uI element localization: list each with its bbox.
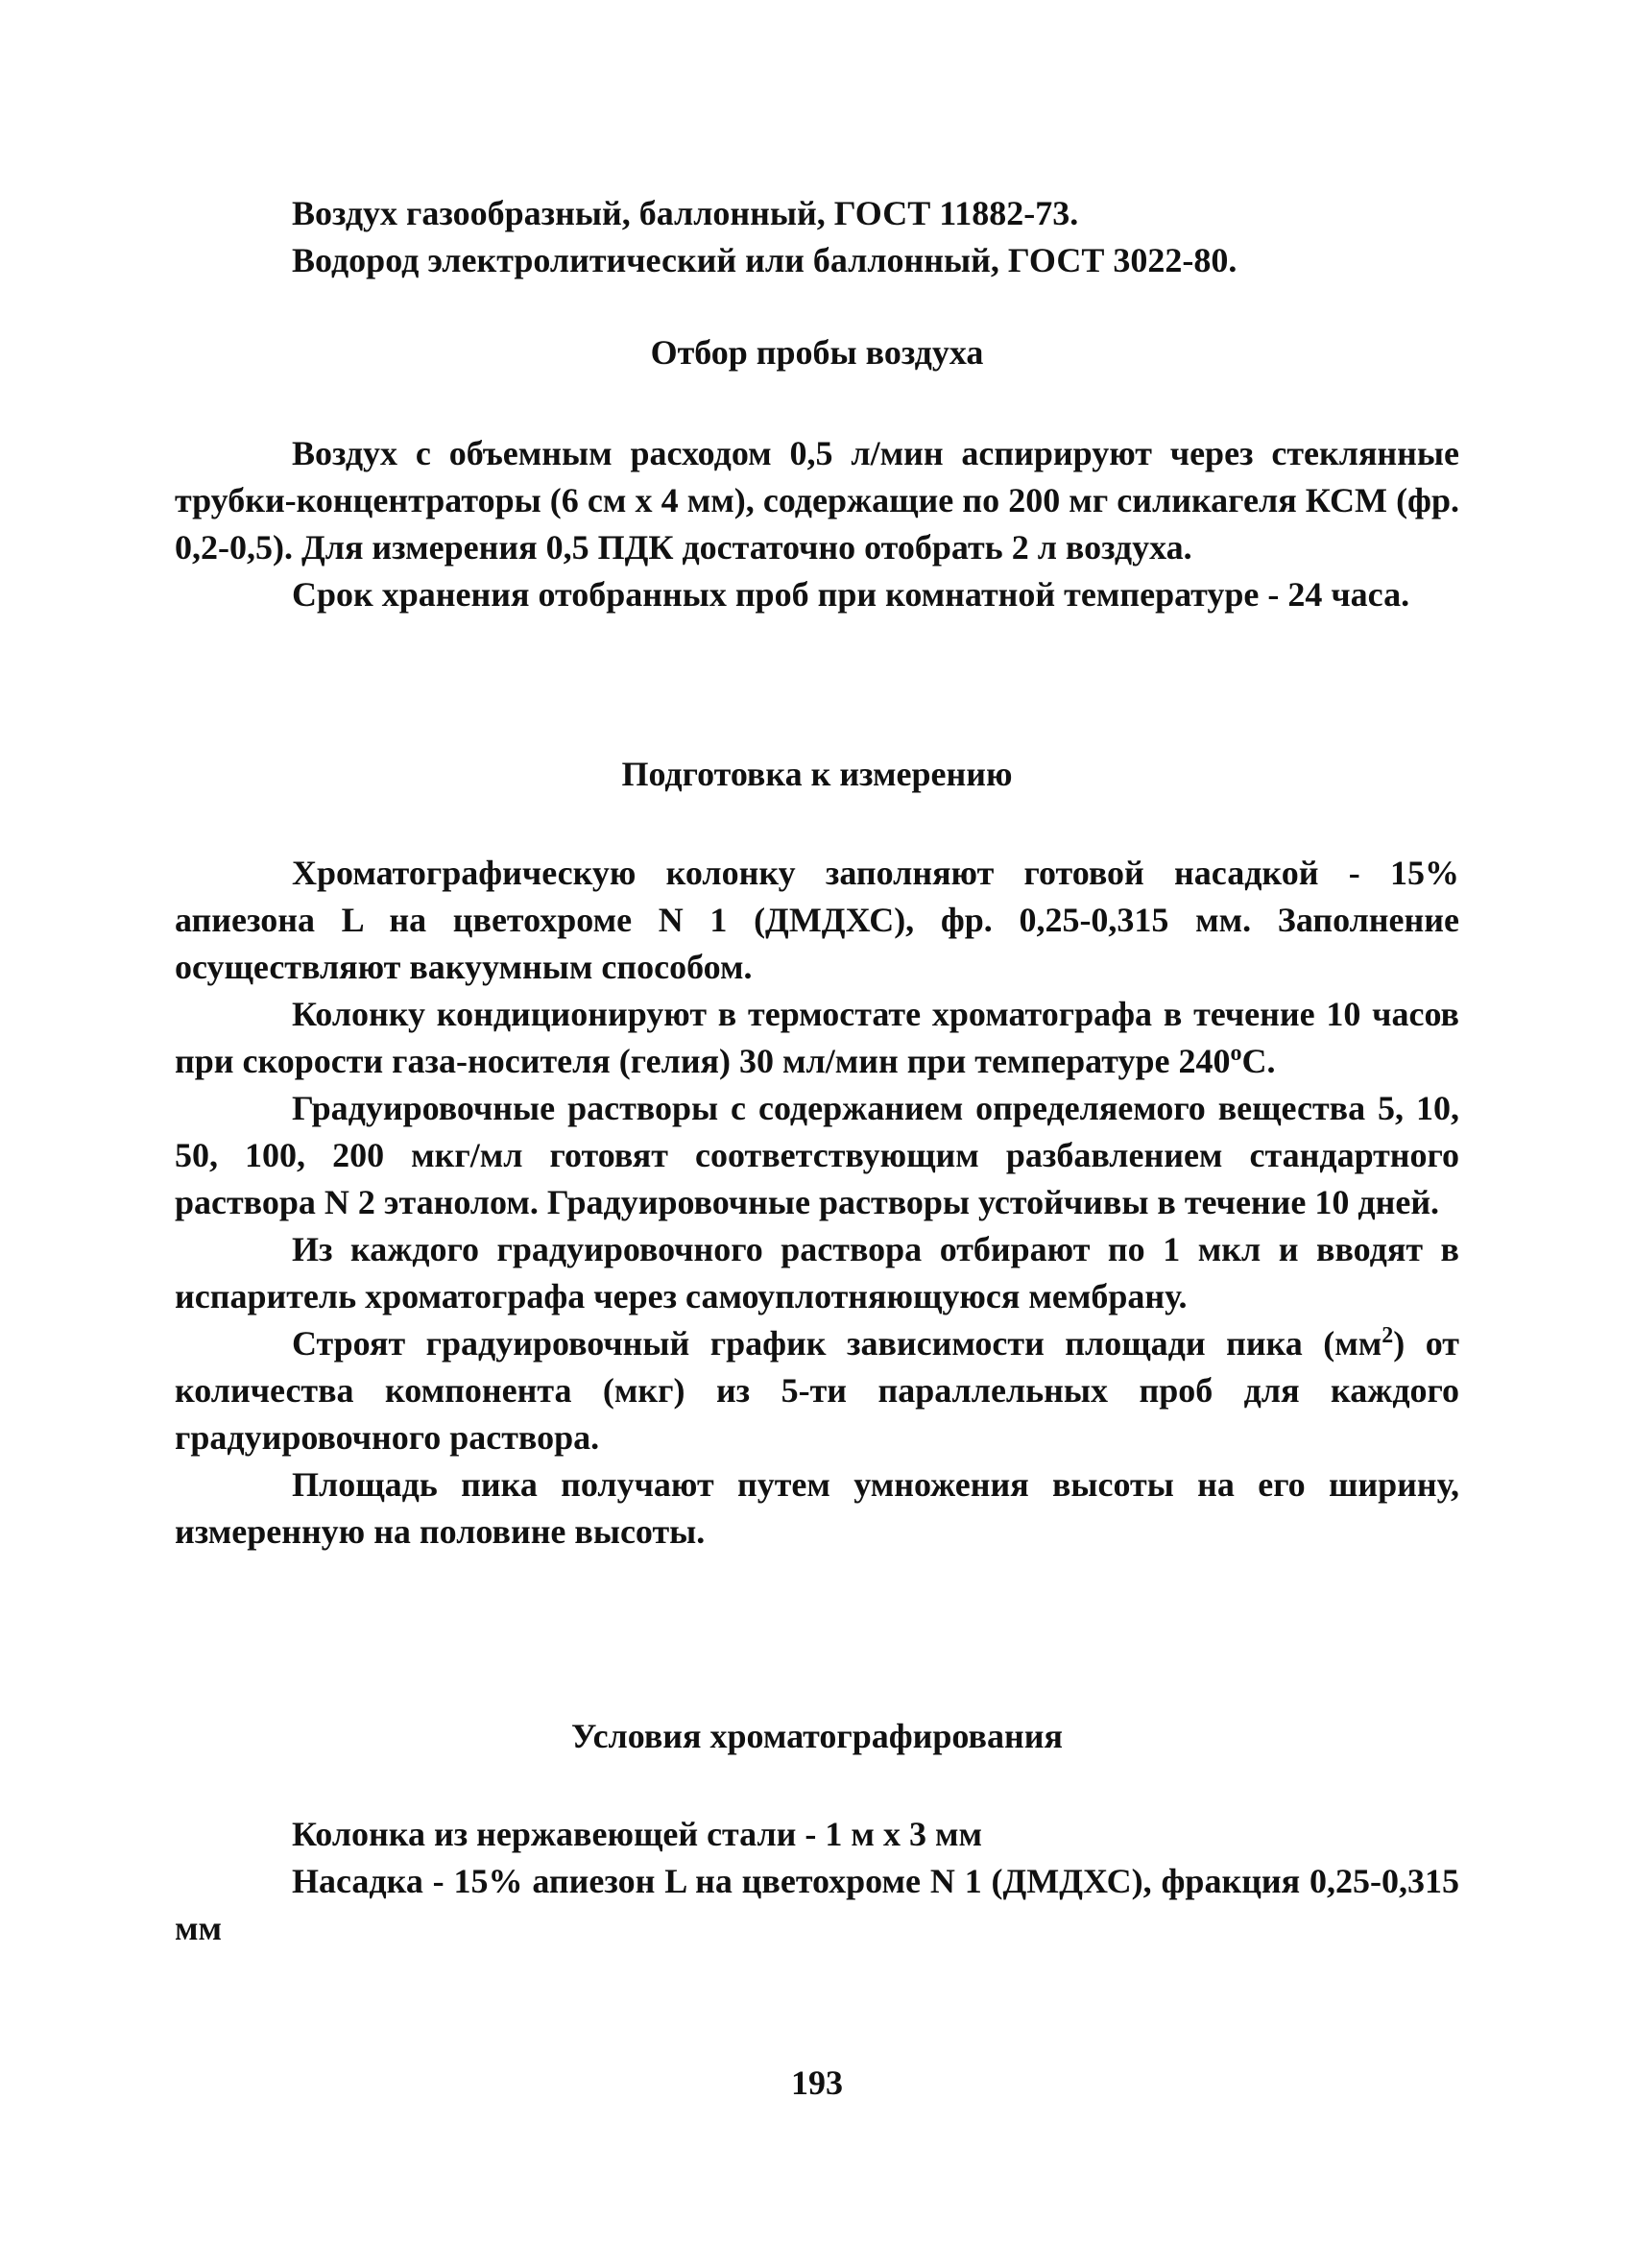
squared-superscript: 2 (1382, 1323, 1394, 1348)
section-heading-sampling: Отбор пробы воздуха (650, 333, 984, 372)
preparation-paragraph-5-end: ) от количества компонента (мкг) из 5-ти параллельных проб для каждого градуировочного раствора. (175, 1324, 1459, 1457)
preparation-paragraph-2 (175, 991, 1459, 1085)
preparation-paragraph-2-text: Колонку кондиционируют в термостате хроматографа в течение 10 часов при скорости газа-носителя (гелия) 30 мл/мин при температуре 240 (175, 995, 1459, 1080)
preparation-paragraph-2-end: С. (1241, 1042, 1276, 1080)
degree-sign: о (1230, 1041, 1242, 1066)
preparation-paragraph-3: Градуировочные растворы с содержанием определяемого вещества 5, 10, 50, 100, 200 мкг/мл готовят соответствующим разбавлением стандартного раствора N 2 этанолом. Градуировочные растворы устойчивы в течение 10 дней. (175, 1089, 1459, 1221)
sampling-body (175, 430, 1459, 618)
section-heading-preparation: Подготовка к измерению (621, 755, 1013, 793)
preparation-body (175, 850, 1459, 1556)
preparation-paragraph-6: Площадь пика получают путем умножения высоты на его ширину, измеренную на половине высоты. (175, 1465, 1459, 1551)
preparation-paragraph-5-start: Строят градуировочный график зависимости площади пика (мм (292, 1324, 1382, 1363)
preparation-paragraph-4: Из каждого градуировочного раствора отбирают по 1 мкл и вводят в испаритель хроматографа через самоуплотняющуюся мембрану. (175, 1230, 1459, 1315)
sampling-paragraph-2: Срок хранения отобранных проб при комнатной температуре - 24 часа. (292, 575, 1410, 614)
intro-line-hydrogen: Водород электролитический или баллонный, ГОСТ 3022-80. (292, 241, 1238, 279)
preparation-paragraph-1: Хроматографическую колонку заполняют готовой насадкой - 15% апиезона L на цветохроме N 1 (ДМДХС), фр. 0,25-0,315 мм. Заполнение осуществляют вакуумным способом. (175, 854, 1459, 986)
page-number: 193 (791, 2063, 843, 2102)
section-heading-conditions: Условия хроматографирования (571, 1717, 1063, 1755)
conditions-line-packing: Насадка - 15% апиезон L на цветохроме N 1 (ДМДХС), фракция 0,25-0,315 мм (175, 1862, 1459, 1947)
sampling-paragraph-1: Воздух с объемным расходом 0,5 л/мин аспирируют через стеклянные трубки-концентраторы (6 см х 4 мм), содержащие по 200 мг силикагеля КСМ (фр. 0,2-0,5). Для измерения 0,5 ПДК достаточно отобрать 2 л воздуха. (175, 434, 1459, 567)
intro-block (175, 190, 1459, 284)
conditions-body (175, 1811, 1459, 1952)
conditions-line-column: Колонка из нержавеющей стали - 1 м х 3 мм (292, 1815, 982, 1853)
preparation-paragraph-5 (175, 1320, 1459, 1461)
intro-line-air: Воздух газообразный, баллонный, ГОСТ 11882-73. (292, 194, 1079, 232)
